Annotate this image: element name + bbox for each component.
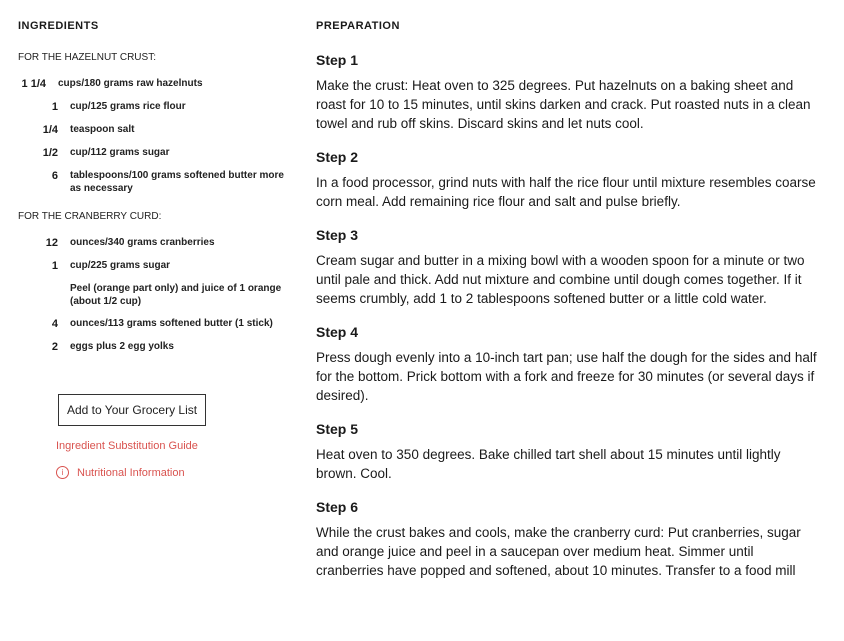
nutrition-info-link[interactable] — [56, 466, 288, 479]
ingredient-text: ounces/113 grams softened butter (1 stick) — [70, 318, 273, 329]
ingredient-item — [18, 100, 288, 114]
ingredient-quantity: 6 — [51, 170, 58, 182]
step-text: Press dough evenly into a 10-inch tart pan; use half the dough for the sides and half for the bottom. Prick bottom with a fork and freeze for 30 minutes (or several days if desired). — [316, 350, 817, 403]
crust-section-label: FOR THE HAZELNUT CRUST: — [18, 52, 156, 63]
ingredient-quantity: 12 — [45, 237, 58, 249]
ingredient-item — [18, 340, 288, 354]
step-text: While the crust bakes and cools, make the cranberry curd: Put cranberries, sugar and orange juice and peel in a saucepan over medium heat. Simmer until cranberries have popped and softened, about 10 minutes. Transfer to a food mill — [316, 525, 801, 578]
ingredient-quantity: 1 1/4 — [21, 78, 46, 90]
step — [316, 52, 824, 133]
ingredient-text: ounces/340 grams cranberries — [70, 237, 215, 248]
info-icon: i — [56, 466, 69, 479]
ingredient-text: cup/112 grams sugar — [70, 147, 170, 158]
step — [316, 227, 824, 308]
preparation-column — [316, 20, 824, 596]
step-text: Heat oven to 350 degrees. Bake chilled tart shell about 15 minutes until lightly brown. Cool. — [316, 447, 781, 481]
ingredient-quantity: 1 — [51, 260, 58, 272]
ingredients-column — [18, 20, 288, 493]
ingredient-item — [18, 169, 288, 195]
ingredient-text: eggs plus 2 egg yolks — [70, 341, 174, 352]
curd-ingredient-list — [18, 236, 288, 354]
ingredient-text: tablespoons/100 grams softened butter more as necessary — [70, 170, 284, 194]
ingredients-heading: INGREDIENTS — [18, 20, 99, 32]
ingredient-text: teaspoon salt — [70, 124, 135, 135]
substitution-guide-label: Ingredient Substitution Guide — [56, 440, 198, 452]
add-to-grocery-list-button[interactable]: Add to Your Grocery List — [58, 394, 206, 426]
ingredient-item — [18, 317, 288, 331]
step — [316, 421, 824, 483]
crust-ingredient-list — [18, 77, 288, 195]
ingredient-text: cup/125 grams rice flour — [70, 101, 186, 112]
ingredient-quantity: 1/2 — [42, 147, 58, 159]
step-text: Make the crust: Heat oven to 325 degrees. Put hazelnuts on a baking sheet and roast for 10 to 15 minutes, until skins darken and crack. Put roasted nuts in a clean towel and rub off skins. Discard skins and let nuts cool. — [316, 78, 811, 131]
step-title: Step 1 — [316, 52, 359, 68]
curd-section-label: FOR THE CRANBERRY CURD: — [18, 211, 162, 222]
step-title: Step 5 — [316, 421, 359, 437]
step-text: In a food processor, grind nuts with half the rice flour until mixture resembles coarse corn meal. Add remaining rice flour and salt and pulse briefly. — [316, 175, 816, 209]
step-text: Cream sugar and butter in a mixing bowl with a wooden spoon for a minute or two until pale and thick. Add nut mixture and combine until dough comes together. If it seems crumbly, add 1 to 2 tablespoons softened butter or a little cold water. — [316, 253, 805, 306]
step — [316, 499, 824, 580]
ingredient-quantity: 1/4 — [42, 124, 58, 136]
step — [316, 324, 824, 405]
step — [316, 149, 824, 211]
step-title: Step 4 — [316, 324, 359, 340]
ingredient-quantity: 4 — [51, 318, 58, 330]
ingredient-quantity: 2 — [51, 341, 58, 353]
ingredient-item — [18, 146, 288, 160]
ingredient-text: Peel (orange part only) and juice of 1 orange (about 1/2 cup) — [70, 283, 282, 307]
ingredient-links — [56, 440, 288, 479]
ingredient-item — [18, 259, 288, 273]
nutrition-info-label: Nutritional Information — [77, 466, 185, 479]
substitution-guide-link[interactable] — [56, 440, 288, 452]
ingredient-item — [18, 282, 288, 308]
step-title: Step 6 — [316, 499, 359, 515]
ingredient-item — [18, 77, 288, 91]
step-title: Step 2 — [316, 149, 359, 165]
step-title: Step 3 — [316, 227, 359, 243]
ingredient-text: cups/180 grams raw hazelnuts — [58, 78, 203, 89]
ingredient-quantity: 1 — [51, 101, 58, 113]
ingredient-text: cup/225 grams sugar — [70, 260, 171, 271]
ingredient-item — [18, 123, 288, 137]
preparation-heading: PREPARATION — [316, 20, 400, 32]
ingredient-item — [18, 236, 288, 250]
